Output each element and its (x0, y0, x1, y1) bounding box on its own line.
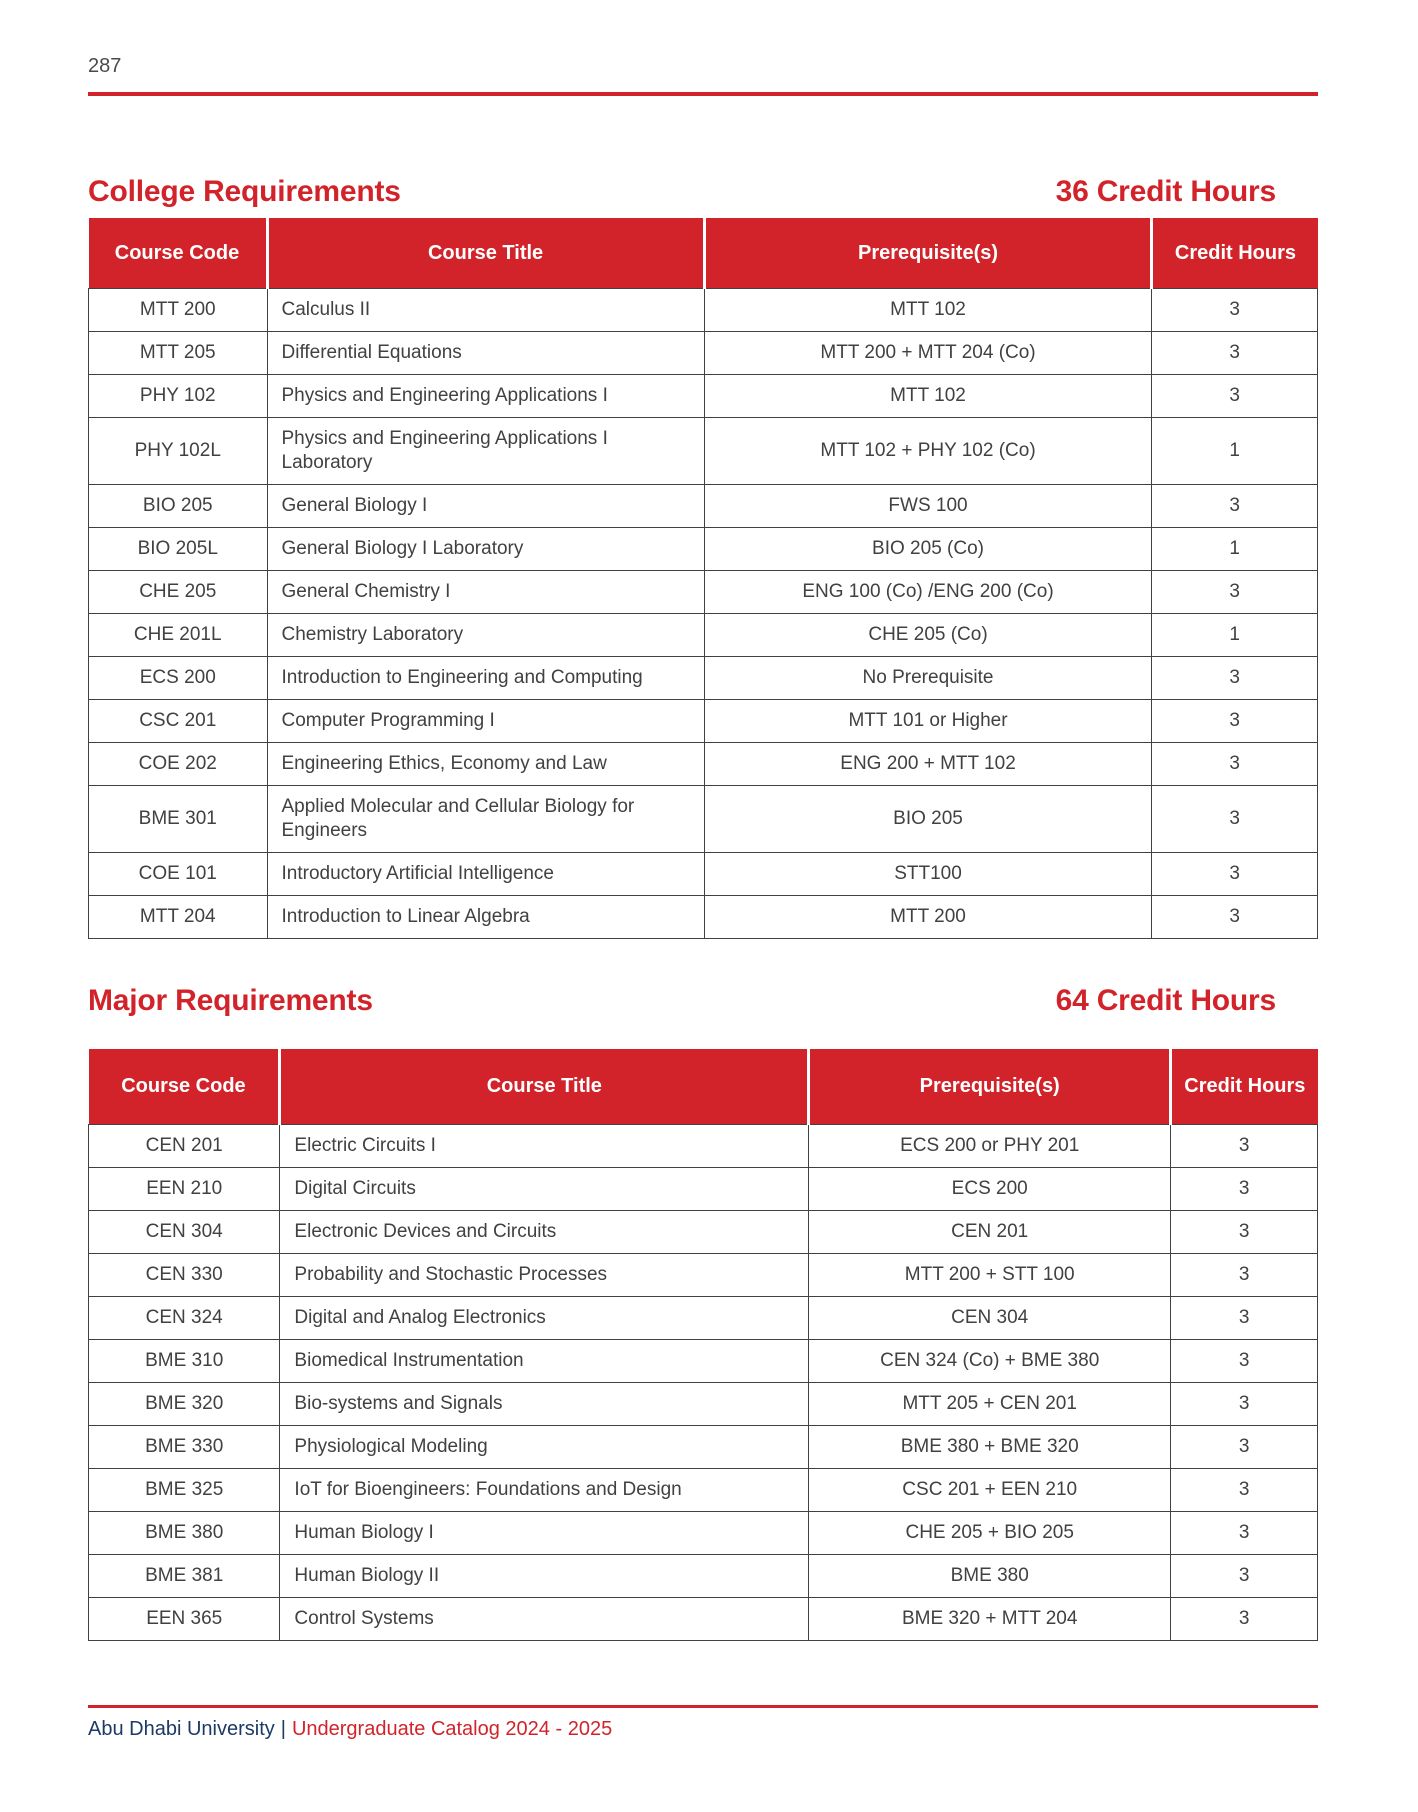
credit-hours-cell: 3 (1171, 1340, 1318, 1383)
credit-hours-cell: 3 (1171, 1555, 1318, 1598)
course-code-cell: CHE 201L (89, 614, 268, 657)
table-row (89, 896, 1318, 939)
table-row (89, 528, 1318, 571)
table-row (89, 700, 1318, 743)
prerequisites-cell: BME 380 + BME 320 (809, 1426, 1171, 1469)
course-code-cell: EEN 365 (89, 1598, 280, 1641)
credit-hours-cell: 1 (1152, 614, 1318, 657)
table-header-row (89, 218, 1318, 289)
credit-hours-cell: 3 (1171, 1512, 1318, 1555)
section-credits-college: 36 Credit Hours (1055, 175, 1276, 208)
course-title-cell: Electronic Devices and Circuits (280, 1211, 809, 1254)
column-header-course-code: Course Code (89, 1049, 280, 1125)
table-row (89, 289, 1318, 332)
table-header-row (89, 1049, 1318, 1125)
course-code-cell: CSC 201 (89, 700, 268, 743)
table-row (89, 1469, 1318, 1512)
column-header-course-title: Course Title (267, 218, 704, 289)
prerequisites-cell: MTT 205 + CEN 201 (809, 1383, 1171, 1426)
college-requirements-table (88, 218, 1318, 939)
credit-hours-cell: 3 (1171, 1297, 1318, 1340)
course-title-cell: General Chemistry I (267, 571, 704, 614)
course-code-cell: MTT 205 (89, 332, 268, 375)
table-header (89, 218, 1318, 289)
prerequisites-cell: BME 320 + MTT 204 (809, 1598, 1171, 1641)
column-header-prerequisite-s-: Prerequisite(s) (704, 218, 1152, 289)
course-code-cell: CEN 330 (89, 1254, 280, 1297)
prerequisites-cell: FWS 100 (704, 485, 1152, 528)
prerequisites-cell: STT100 (704, 853, 1152, 896)
top-rule (88, 92, 1318, 96)
course-title-cell: Differential Equations (267, 332, 704, 375)
page-content (88, 0, 1318, 1742)
course-code-cell: BME 380 (89, 1512, 280, 1555)
course-title-cell: Physiological Modeling (280, 1426, 809, 1469)
course-code-cell: PHY 102 (89, 375, 268, 418)
course-code-cell: MTT 200 (89, 289, 268, 332)
course-title-cell: Digital and Analog Electronics (280, 1297, 809, 1340)
credit-hours-cell: 3 (1171, 1125, 1318, 1168)
credit-hours-cell: 3 (1152, 485, 1318, 528)
course-title-cell: Electric Circuits I (280, 1125, 809, 1168)
prerequisites-cell: MTT 102 (704, 375, 1152, 418)
course-title-cell: Human Biology II (280, 1555, 809, 1598)
credit-hours-cell: 3 (1171, 1383, 1318, 1426)
course-title-cell: Human Biology I (280, 1512, 809, 1555)
prerequisites-cell: CHE 205 + BIO 205 (809, 1512, 1171, 1555)
column-header-credit-hours: Credit Hours (1171, 1049, 1318, 1125)
course-title-cell: Introduction to Engineering and Computing (267, 657, 704, 700)
table-row (89, 614, 1318, 657)
course-code-cell: ECS 200 (89, 657, 268, 700)
column-header-course-title: Course Title (280, 1049, 809, 1125)
footer-rule (88, 1705, 1318, 1708)
footer-separator: | (280, 1718, 286, 1740)
credit-hours-cell: 1 (1152, 418, 1318, 485)
credit-hours-cell: 3 (1171, 1254, 1318, 1297)
course-title-cell: Biomedical Instrumentation (280, 1340, 809, 1383)
course-title-cell: General Biology I Laboratory (267, 528, 704, 571)
prerequisites-cell: ENG 100 (Co) /ENG 200 (Co) (704, 571, 1152, 614)
prerequisites-cell: MTT 102 (704, 289, 1152, 332)
table-row (89, 1168, 1318, 1211)
table-row (89, 1512, 1318, 1555)
credit-hours-cell: 3 (1171, 1168, 1318, 1211)
credit-hours-cell: 3 (1152, 896, 1318, 939)
credit-hours-cell: 3 (1171, 1598, 1318, 1641)
prerequisites-cell: MTT 200 + MTT 204 (Co) (704, 332, 1152, 375)
footer-catalog-title: Undergraduate Catalog 2024 - 2025 (291, 1718, 613, 1740)
table-row (89, 332, 1318, 375)
page-number: 287 (88, 55, 122, 77)
credit-hours-cell: 3 (1152, 743, 1318, 786)
table-row (89, 571, 1318, 614)
course-title-cell: Applied Molecular and Cellular Biology for Engineers (267, 786, 704, 853)
prerequisites-cell: ECS 200 (809, 1168, 1171, 1211)
major-requirements-heading-row (88, 983, 1318, 1019)
credit-hours-cell: 3 (1171, 1426, 1318, 1469)
course-code-cell: MTT 204 (89, 896, 268, 939)
prerequisites-cell: CEN 201 (809, 1211, 1171, 1254)
course-code-cell: EEN 210 (89, 1168, 280, 1211)
table-row (89, 657, 1318, 700)
prerequisites-cell: MTT 102 + PHY 102 (Co) (704, 418, 1152, 485)
credit-hours-cell: 3 (1152, 289, 1318, 332)
section-title-college-requirements: College Requirements (88, 175, 401, 208)
course-code-cell: PHY 102L (89, 418, 268, 485)
course-code-cell: BME 325 (89, 1469, 280, 1512)
table-row (89, 375, 1318, 418)
section-credits-major: 64 Credit Hours (1055, 984, 1276, 1017)
prerequisites-cell: CEN 304 (809, 1297, 1171, 1340)
column-header-credit-hours: Credit Hours (1152, 218, 1318, 289)
credit-hours-cell: 1 (1152, 528, 1318, 571)
prerequisites-cell: MTT 101 or Higher (704, 700, 1152, 743)
major-requirements-table (88, 1049, 1318, 1641)
course-title-cell: Calculus II (267, 289, 704, 332)
prerequisites-cell: No Prerequisite (704, 657, 1152, 700)
section-title-major-requirements: Major Requirements (88, 984, 373, 1017)
course-title-cell: Control Systems (280, 1598, 809, 1641)
prerequisites-cell: ENG 200 + MTT 102 (704, 743, 1152, 786)
prerequisites-cell: ECS 200 or PHY 201 (809, 1125, 1171, 1168)
course-code-cell: BME 381 (89, 1555, 280, 1598)
column-header-course-code: Course Code (89, 218, 268, 289)
course-code-cell: BME 301 (89, 786, 268, 853)
course-title-cell: Bio-systems and Signals (280, 1383, 809, 1426)
prerequisites-cell: BME 380 (809, 1555, 1171, 1598)
table-row (89, 1598, 1318, 1641)
table-row (89, 743, 1318, 786)
college-requirements-heading-row (88, 174, 1318, 210)
table-row (89, 786, 1318, 853)
table-row (89, 1340, 1318, 1383)
prerequisites-cell: CEN 324 (Co) + BME 380 (809, 1340, 1171, 1383)
table-row (89, 1125, 1318, 1168)
credit-hours-cell: 3 (1152, 700, 1318, 743)
credit-hours-cell: 3 (1152, 853, 1318, 896)
course-title-cell: General Biology I (267, 485, 704, 528)
course-code-cell: CHE 205 (89, 571, 268, 614)
column-header-prerequisite-s-: Prerequisite(s) (809, 1049, 1171, 1125)
table-body (89, 1125, 1318, 1641)
table-row (89, 1555, 1318, 1598)
credit-hours-cell: 3 (1171, 1469, 1318, 1512)
course-code-cell: BME 330 (89, 1426, 280, 1469)
table-body (89, 289, 1318, 939)
course-title-cell: Chemistry Laboratory (267, 614, 704, 657)
course-title-cell: Physics and Engineering Applications I Laboratory (267, 418, 704, 485)
prerequisites-cell: MTT 200 + STT 100 (809, 1254, 1171, 1297)
footer (88, 1717, 1318, 1742)
credit-hours-cell: 3 (1152, 332, 1318, 375)
course-code-cell: BME 320 (89, 1383, 280, 1426)
course-code-cell: BME 310 (89, 1340, 280, 1383)
credit-hours-cell: 3 (1152, 375, 1318, 418)
course-title-cell: Physics and Engineering Applications I (267, 375, 704, 418)
table-header (89, 1049, 1318, 1125)
course-code-cell: CEN 201 (89, 1125, 280, 1168)
course-title-cell: Introductory Artificial Intelligence (267, 853, 704, 896)
course-code-cell: COE 202 (89, 743, 268, 786)
prerequisites-cell: CSC 201 + EEN 210 (809, 1469, 1171, 1512)
credit-hours-cell: 3 (1171, 1211, 1318, 1254)
course-title-cell: IoT for Bioengineers: Foundations and Design (280, 1469, 809, 1512)
course-code-cell: BIO 205 (89, 485, 268, 528)
course-code-cell: CEN 324 (89, 1297, 280, 1340)
prerequisites-cell: BIO 205 (704, 786, 1152, 853)
table-row (89, 853, 1318, 896)
footer-university-name: Abu Dhabi University (88, 1718, 275, 1740)
table-row (89, 1254, 1318, 1297)
table-row (89, 1426, 1318, 1469)
table-row (89, 1297, 1318, 1340)
course-code-cell: CEN 304 (89, 1211, 280, 1254)
course-code-cell: COE 101 (89, 853, 268, 896)
course-title-cell: Computer Programming I (267, 700, 704, 743)
prerequisites-cell: CHE 205 (Co) (704, 614, 1152, 657)
table-row (89, 418, 1318, 485)
credit-hours-cell: 3 (1152, 657, 1318, 700)
course-code-cell: BIO 205L (89, 528, 268, 571)
credit-hours-cell: 3 (1152, 571, 1318, 614)
table-row (89, 1383, 1318, 1426)
table-row (89, 1211, 1318, 1254)
table-row (89, 485, 1318, 528)
prerequisites-cell: BIO 205 (Co) (704, 528, 1152, 571)
prerequisites-cell: MTT 200 (704, 896, 1152, 939)
course-title-cell: Engineering Ethics, Economy and Law (267, 743, 704, 786)
course-title-cell: Introduction to Linear Algebra (267, 896, 704, 939)
course-title-cell: Digital Circuits (280, 1168, 809, 1211)
credit-hours-cell: 3 (1152, 786, 1318, 853)
course-title-cell: Probability and Stochastic Processes (280, 1254, 809, 1297)
